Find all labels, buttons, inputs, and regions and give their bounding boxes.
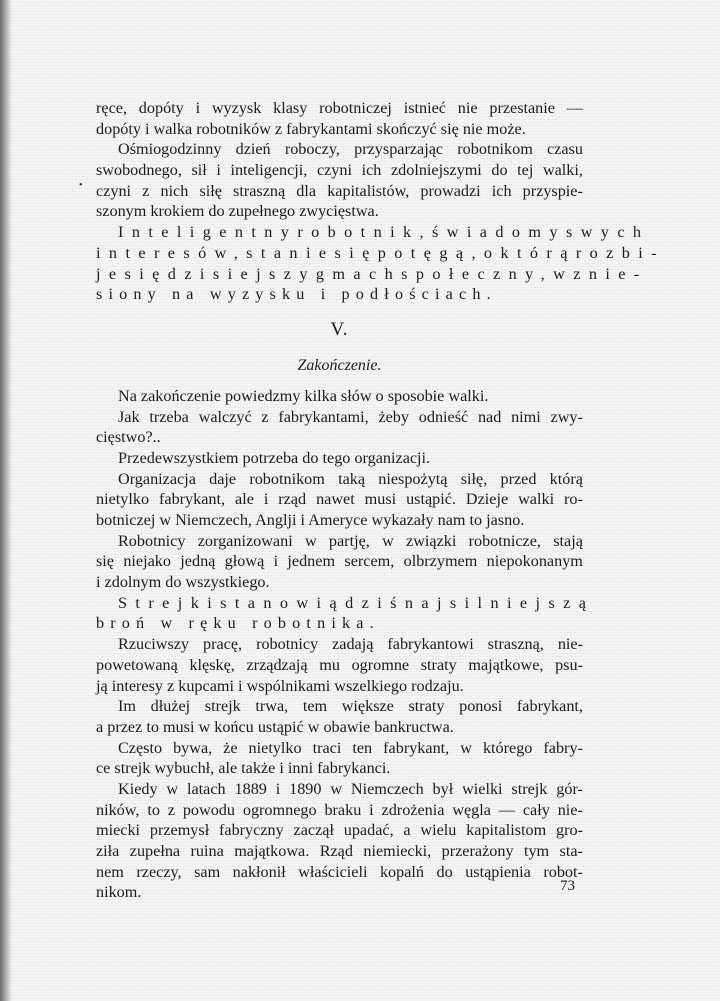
text-line: powetowaną klęskę, zrządzają mu ogromne straty majątkowe, psu-	[96, 655, 583, 674]
text-line: cięstwo?..	[96, 428, 161, 447]
paragraph	[96, 593, 595, 634]
text-line: swobodnego, sił i inteligencji, czyni ich zdolniejszymi do tej walki,	[96, 161, 583, 180]
text-line: Ośmiogodzinny dzień roboczy, przysparzając robotnikom czasu	[118, 140, 583, 159]
text-line: Im dłużej strejk trwa, tem większe straty ponosi fabrykant,	[118, 697, 583, 716]
text-line: dopóty i walka robotników z fabrykantami skończyć się nie może.	[96, 119, 526, 138]
text-line: a przez to musi w końcu ustąpić w obawie bankructwa.	[96, 717, 454, 736]
text-line: botniczej w Niemczech, Anglji i Ameryce wykazały nam to jasno.	[96, 511, 525, 529]
text-line: Strejki stanowią dziś najsilniejszą	[118, 593, 595, 612]
text-line: ją interesy z kupcami i wspólnikami wszelkiego rodzaju.	[96, 676, 464, 695]
text-line: ników, to z powodu ogromnego braku i zdrożenia węgla — cały nie-	[96, 800, 583, 819]
text-line: Jak trzeba walczyć z fabrykantami, żeby odnieść nad nimi zwy-	[118, 407, 583, 426]
paragraph	[96, 634, 583, 696]
text-line: Organizacja daje robotnikom taką niespożytą siłę, przed którą	[118, 469, 583, 488]
text-line: Robotnicy zorganizowani w partję, w związki robotnicze, stają	[118, 531, 583, 550]
text-line: nikom.	[96, 883, 142, 902]
paragraph	[96, 139, 583, 222]
text-line: Inteligentny robotnik, świadomy swych	[118, 223, 650, 242]
page-number: 73	[560, 878, 575, 894]
paragraph	[96, 98, 583, 139]
paragraph	[96, 779, 583, 903]
page-text	[96, 98, 666, 903]
text-line: Często bywa, że nietylko traci ten fabrykant, w którego fabry-	[118, 738, 583, 757]
text-line: miecki przemysł fabryczny zaczął upadać, a wielu kapitalistom gro-	[96, 821, 583, 840]
text-line: czyni z nich siłę straszną dla kapitalistów, prowadzi ich przyspie-	[96, 181, 583, 200]
paragraph	[96, 469, 583, 531]
text-line: je się dzisiejszy gmach społeczny, wznie-	[96, 264, 648, 283]
paragraph	[96, 531, 583, 593]
margin-dot: •	[79, 180, 83, 191]
text-line: się niejako jedną głową i jednem sercem, olbrzymem niepokonanym	[96, 552, 583, 571]
paragraph	[96, 222, 666, 305]
text-section-bottom	[96, 386, 595, 903]
text-line: broń w ręku robotnika.	[96, 614, 380, 633]
text-line: Rzuciwszy pracę, robotnicy zadają fabrykantowi straszną, nie-	[118, 635, 583, 654]
text-line: ręce, dopóty i wyzysk klasy robotniczej istnieć nie przestanie —	[96, 99, 583, 117]
section-number: V.	[330, 318, 349, 340]
paragraph	[96, 386, 583, 407]
text-line: Na zakończenie powiedzmy kilka słów o sposobie walki.	[118, 386, 489, 405]
text-line: Kiedy w latach 1889 i 1890 w Niemczech był wielki strejk gór-	[118, 779, 583, 798]
book-gutter-shadow	[0, 0, 12, 1001]
text-line: siony na wyzysku i podłościach.	[96, 285, 497, 304]
paragraph	[96, 738, 583, 779]
text-line: ce strejk wybuchł, ale także i inni fabrykanci.	[96, 759, 391, 778]
text-line: ziła zupełna ruina majątkowa. Rząd niemiecki, przerażony tym sta-	[96, 842, 583, 860]
paragraph	[96, 407, 583, 448]
text-section-top	[96, 98, 666, 305]
text-line: interesów, stanie się potęgą, o którą rozbi-	[96, 243, 666, 262]
text-line: i zdolnym do wszystkiego.	[96, 573, 270, 592]
text-line: nem rzeczy, sam nakłonił właścicieli kopalń do ustąpienia robot-	[96, 862, 583, 881]
paragraph	[96, 448, 583, 469]
text-line: szonym krokiem do zupełnego zwycięstwa.	[96, 202, 379, 221]
text-line: nietylko fabrykant, ale i rząd nawet musi ustąpić. Dzieje walki ro-	[96, 490, 583, 509]
section-title: Zakończenie.	[297, 356, 382, 374]
text-line: Przedewszystkiem potrzeba do tego organizacji.	[118, 448, 431, 467]
paragraph	[96, 696, 583, 737]
